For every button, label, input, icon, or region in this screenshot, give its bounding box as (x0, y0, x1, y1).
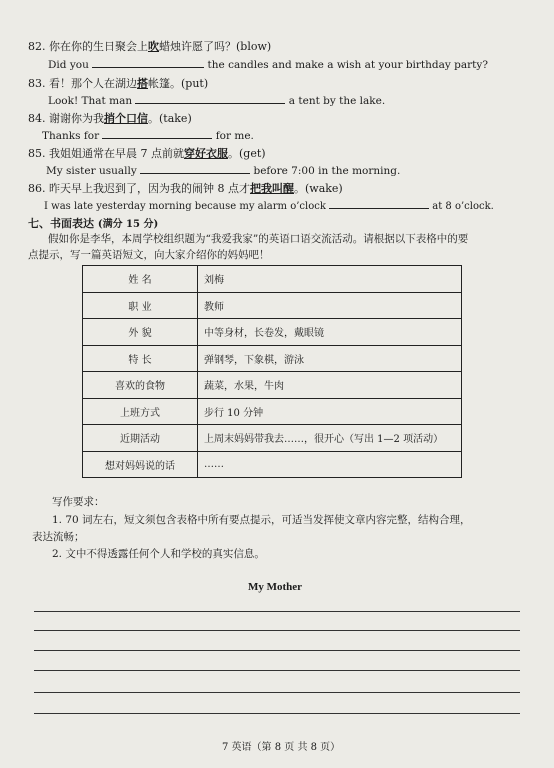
row-label: 上班方式 (83, 398, 198, 425)
sentence-end: at 8 o’clock. (432, 201, 494, 212)
writing-line[interactable] (34, 650, 520, 651)
row-value: 刘梅 (198, 266, 462, 293)
table-row (83, 372, 462, 399)
question-text: 85. 我姐姐通常在早晨 7 点前就 (28, 147, 184, 160)
writing-line[interactable] (34, 692, 520, 693)
key-phrase: 把我叫醒 (249, 182, 294, 195)
answer-blank[interactable] (102, 128, 212, 139)
instruction-line-1: 假如你是李华，本周学校组织题为“我爱我家”的英语口语交流活动。请根据以下表格中的要 (48, 233, 469, 245)
question-85-cn (28, 145, 266, 161)
table-row (83, 292, 462, 319)
row-label: 想对妈妈说的话 (83, 451, 198, 478)
row-label: 外 貌 (83, 319, 198, 346)
table-row (83, 398, 462, 425)
row-label: 特 长 (83, 345, 198, 372)
sentence-end: the candles and make a wish at your birthday party? (207, 59, 488, 71)
question-text: 。(take) (148, 112, 192, 125)
sentence-start: Look! That man (48, 95, 133, 107)
info-table (82, 265, 462, 478)
writing-line[interactable] (34, 670, 520, 671)
table-row (83, 425, 462, 452)
writing-line[interactable] (34, 713, 520, 714)
row-label: 姓 名 (83, 266, 198, 293)
requirement-1-line-1: 1. 70 词左右，短文须包含表格中所有要点提示，可适当发挥使文章内容完整，结构合理， (52, 514, 471, 526)
row-label: 职 业 (83, 292, 198, 319)
key-phrase: 吹 (148, 40, 159, 53)
row-value: 蔬菜，水果，牛肉 (198, 372, 462, 399)
question-83-cn (28, 75, 208, 91)
answer-blank[interactable] (329, 198, 429, 209)
sentence-start: Did you (48, 59, 89, 71)
question-text: 。(get) (227, 147, 266, 160)
table-row (83, 451, 462, 478)
requirement-2: 2. 文中不得透露任何个人和学校的真实信息。 (52, 548, 265, 560)
key-phrase: 搭 (137, 77, 148, 90)
question-text: 84. 谢谢你为我 (28, 112, 104, 125)
key-phrase: 穿好衣服 (183, 147, 228, 160)
row-value: 弹钢琴，下象棋，游泳 (198, 345, 462, 372)
row-value: 上周末妈妈带我去……，很开心（写出 1—2 项活动） (198, 425, 462, 452)
sentence-end: a tent by the lake. (288, 95, 386, 107)
writing-line[interactable] (34, 630, 520, 631)
sentence-end: for me. (215, 130, 254, 142)
table-row (83, 345, 462, 372)
sentence-start: I was late yesterday morning because my alarm o’clock (44, 201, 326, 212)
answer-blank[interactable] (92, 57, 204, 68)
sentence-start: My sister usually (46, 165, 137, 177)
question-82-cn (28, 38, 271, 54)
answer-blank[interactable] (140, 163, 250, 174)
row-value: 步行 10 分钟 (198, 398, 462, 425)
question-83-en (48, 93, 385, 107)
essay-title: My Mother (248, 581, 303, 593)
sentence-end: before 7:00 in the morning. (253, 165, 401, 177)
table-row (83, 266, 462, 293)
sentence-start: Thanks for (42, 130, 100, 142)
question-text: 蜡烛许愿了吗？(blow) (159, 40, 272, 53)
writing-line[interactable] (34, 611, 520, 612)
question-text: 86. 昨天早上我迟到了，因为我的闹钟 8 点才 (28, 182, 250, 195)
row-value: 中等身材，长卷发，戴眼镜 (198, 319, 462, 346)
section-score: (满分 15 分) (97, 219, 159, 230)
row-label: 近期活动 (83, 425, 198, 452)
question-text: 83. 看！那个人在湖边 (28, 77, 137, 90)
answer-blank[interactable] (135, 93, 285, 104)
row-label: 喜欢的食物 (83, 372, 198, 399)
requirement-1-line-2: 表达流畅； (32, 531, 85, 543)
question-84-cn (28, 110, 192, 126)
table-row (83, 319, 462, 346)
requirements-title: 写作要求： (52, 496, 105, 508)
page-footer: 7 英语（第 8 页 共 8 页） (222, 742, 341, 753)
row-value: …… (198, 451, 462, 478)
instruction-line-2: 点提示，写一篇英语短文，向大家介绍你的妈妈吧！ (28, 249, 270, 261)
question-86-en (44, 198, 494, 212)
question-text: 帐篷。(put) (148, 77, 209, 90)
key-phrase: 捎个口信 (104, 112, 148, 125)
question-84-en (42, 128, 254, 142)
question-85-en (46, 163, 400, 177)
section-title: 七、书面表达 (28, 217, 94, 230)
question-86-cn (28, 180, 343, 196)
question-82-en (48, 57, 488, 71)
question-text: 82. 你在你的生日聚会上 (28, 40, 148, 53)
question-text: 。(wake) (293, 182, 343, 195)
row-value: 教师 (198, 292, 462, 319)
